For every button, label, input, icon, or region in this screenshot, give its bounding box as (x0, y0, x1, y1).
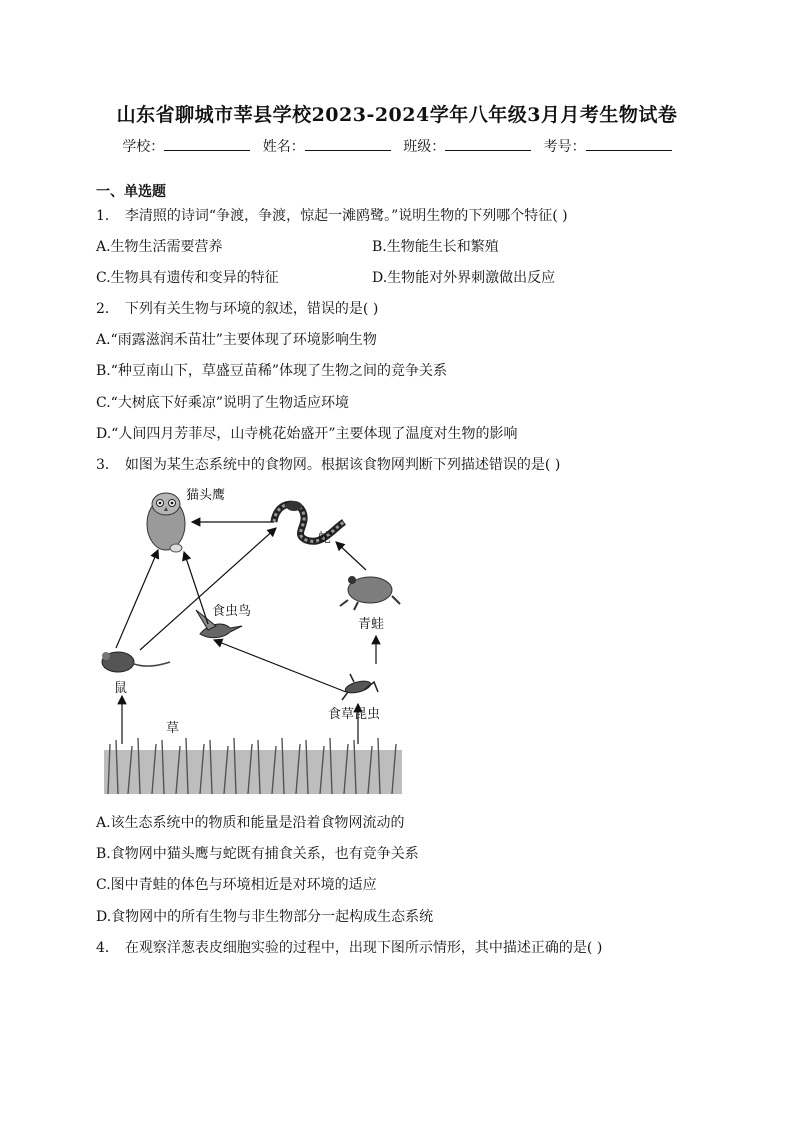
section-title: 一、单选题 (96, 184, 166, 200)
owl-image (147, 493, 185, 552)
q1-option-b: B.生物能生长和繁殖 (372, 239, 499, 255)
school-blank[interactable] (164, 138, 250, 151)
name-field: 姓名： (263, 136, 391, 156)
q1-option-d: D.生物能对外界刺激做出反应 (372, 270, 556, 286)
student-info-row (0, 136, 794, 156)
class-blank[interactable] (445, 138, 531, 151)
q1-option-c: C.生物具有遗传和变异的特征 (96, 270, 279, 286)
q2-option-b: B.“种豆南山下，草盛豆苗稀”体现了生物之间的竞争关系 (96, 363, 448, 379)
q3-option-c: C.图中青蛙的体色与环境相近是对环境的适应 (96, 877, 377, 893)
q2-number: 2． (96, 301, 119, 317)
snake-label: 蛇 (318, 531, 332, 546)
mouse-label: 鼠 (114, 681, 128, 696)
frog-label: 青蛙 (358, 617, 385, 632)
q3-number: 3． (96, 457, 119, 473)
frog-image (340, 576, 400, 610)
q2-option-a: A.“雨露滋润禾苗壮”主要体现了环境影响生物 (96, 332, 377, 348)
q2-option-d: D.“人间四月芳菲尽，山寺桃花始盛开”主要体现了温度对生物的影响 (96, 426, 518, 442)
name-blank[interactable] (305, 138, 391, 151)
q3-option-d: D.食物网中的所有生物与非生物部分一起构成生态系统 (96, 909, 434, 925)
q4-number: 4． (96, 940, 119, 956)
snake-image (274, 501, 344, 541)
q4-stem: 4． 在观察洋葱表皮细胞实验的过程中，出现下图所示情形，其中描述正确的是( ) (96, 940, 603, 956)
q3-stem: 3． 如图为某生态系统中的食物网。根据该食物网判断下列描述错误的是( ) (96, 457, 561, 473)
food-web-figure (96, 482, 416, 800)
grass-image (104, 738, 402, 794)
q1-option-a: A.生物生活需要营养 (96, 239, 223, 255)
page-title: 山东省聊城市莘县学校2023-2024学年八年级3月月考生物试卷 (116, 104, 678, 126)
q3-option-a: A.该生态系统中的物质和能量是沿着食物网流动的 (96, 815, 405, 831)
class-field: 班级： (403, 136, 531, 156)
exam-number-field: 考号： (544, 136, 672, 156)
school-field: 学校： (122, 136, 250, 156)
mouse-image (102, 652, 170, 672)
q1-number: 1． (96, 208, 119, 224)
owl-label: 猫头鹰 (186, 488, 226, 503)
q3-option-b: B.食物网中猫头鹰与蛇既有捕食关系，也有竞争关系 (96, 846, 419, 862)
q2-option-c: C.“大树底下好乘凉”说明了生物适应环境 (96, 395, 349, 411)
insect-bird-label: 食虫鸟 (212, 604, 252, 619)
q1-stem: 1． 李清照的诗词“争渡，争渡，惊起一滩鸥鹭。”说明生物的下列哪个特征( ) (96, 208, 568, 224)
insect-image (342, 674, 378, 700)
q2-stem: 2． 下列有关生物与环境的叙述，错误的是( ) (96, 301, 379, 317)
exam-number-blank[interactable] (586, 138, 672, 151)
insect-label: 食草昆虫 (328, 707, 381, 722)
grass-label: 草 (166, 721, 180, 736)
